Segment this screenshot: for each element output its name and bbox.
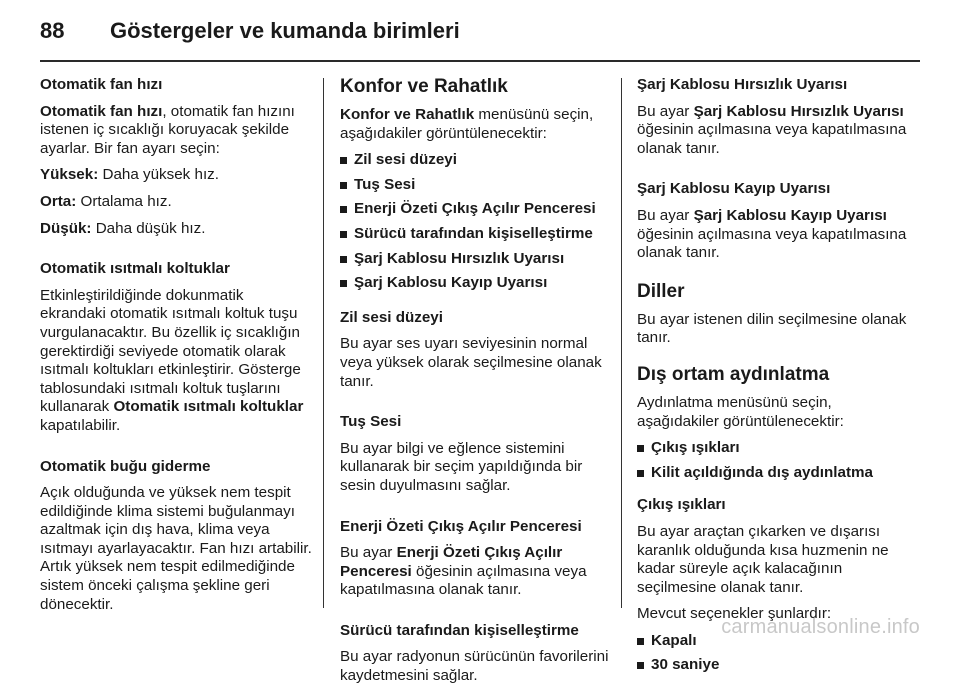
energy-summary-paragraph: Bu ayar Enerji Özeti Çıkış Açılır Penceresi öğesinin açılmasına veya kapatılmasına olanak tanır. <box>340 544 587 599</box>
fan-medium-option: Orta: Ortalama hız. <box>40 192 172 210</box>
chime-volume-paragraph: Bu ayar ses uyarı seviyesinin normal veya yüksek olarak seçilmesine olanak tanır. <box>340 335 602 390</box>
fan-speed-paragraph: Otomatik fan hızı, otomatik fan hızını istenen iç sıcaklığı koruyacak şekilde ayarlar. Bir fan ayarı seçin: <box>40 102 295 157</box>
fan-high-option: Yüksek: Daha yüksek hız. <box>40 166 219 184</box>
exterior-lighting-list <box>637 439 909 482</box>
energy-summary-heading: Enerji Özeti Çıkış Açılır Penceresi <box>340 517 582 535</box>
heated-seats-heading: Otomatik ısıtmalı koltuklar <box>40 260 230 278</box>
header-rule <box>40 60 920 62</box>
list-item: Zil sesi düzeyi <box>340 151 612 170</box>
languages-title: Diller <box>637 280 685 302</box>
heated-seats-paragraph: Etkinleştirildiğinde dokunmatik ekrandaki otomatik ısıtmalı koltuk tuşu vurgulanacaktır. Bu özellik iç sıcaklığın gerektirdiği seviyede otomatik olarak ısıtmalı koltukları etkinleştirir. Gösterge tablosundaki ısıtmalı koltuk tuşlarını kullanarak Otomatik ısıtmalı koltuklar kapatılabilir. <box>40 286 304 434</box>
options-paragraph: Mevcut seçenekler şunlardır: <box>637 605 832 623</box>
key-sound-paragraph: Bu ayar bilgi ve eğlence sistemini kullanarak bir seçim yapıldığında bir sesin duyulmasını sağlar. <box>340 439 583 494</box>
page-header <box>40 18 460 44</box>
defog-heading: Otomatik buğu giderme <box>40 457 211 475</box>
comfort-intro-paragraph: Konfor ve Rahatlık menüsünü seçin, aşağıdakiler görüntülenecektir: <box>340 106 594 142</box>
comfort-section-title: Konfor ve Rahatlık <box>340 76 508 97</box>
column-2 <box>340 76 612 694</box>
page-number: 88 <box>40 18 65 43</box>
list-item: 30 saniye <box>637 656 909 675</box>
exterior-lighting-paragraph: Aydınlatma menüsünü seçin, aşağıdakiler görüntülenecektir: <box>637 393 844 430</box>
watermark: carmanualsonline.info <box>721 616 920 638</box>
list-item: Şarj Kablosu Kayıp Uyarısı <box>340 274 612 293</box>
driver-personalization-heading: Sürücü tarafından kişiselleştirme <box>340 621 579 639</box>
languages-paragraph: Bu ayar istenen dilin seçilmesine olanak tanır. <box>637 310 907 347</box>
cable-theft-paragraph: Bu ayar Şarj Kablosu Hırsızlık Uyarısı öğesinin açılmasına veya kapatılmasına olanak tanır. <box>637 102 907 157</box>
driver-personalization-paragraph: Bu ayar radyonun sürücünün favorilerini kaydetmesini sağlar. <box>340 648 609 685</box>
chime-volume-heading: Zil sesi düzeyi <box>340 308 443 326</box>
column-divider-1 <box>323 78 324 608</box>
list-item: Kapalı <box>637 632 909 651</box>
list-item: Çıkış ışıkları <box>637 439 909 458</box>
defog-paragraph: Açık olduğunda ve yüksek nem tespit edildiğinde klima sistemi buğulanmayı azaltmak için dış hava, klima veya ısıtmayı ayarlayacaktır. Fan hızı artabilir. Artık yüksek nem tespit edilmediğinde sistem önceki çalışma şekline geri dönecektir. <box>40 484 312 613</box>
cable-loss-heading: Şarj Kablosu Kayıp Uyarısı <box>637 180 831 198</box>
list-item: Şarj Kablosu Hırsızlık Uyarısı <box>340 250 612 269</box>
list-item: Kilit açıldığında dış aydınlatma <box>637 464 909 483</box>
exit-lighting-paragraph: Bu ayar araçtan çıkarken ve dışarısı karanlık olduğunda kısa huzmenin ne kadar süreyle açık kalacağının seçilmesine olanak tanır. <box>637 522 889 596</box>
exit-lighting-heading: Çıkış ışıkları <box>637 496 726 514</box>
exterior-lighting-title: Dış ortam aydınlatma <box>637 363 830 385</box>
list-item: Sürücü tarafından kişiselleştirme <box>340 225 612 244</box>
fan-speed-heading: Otomatik fan hızı <box>40 76 163 93</box>
list-item: Enerji Özeti Çıkış Açılır Penceresi <box>340 200 612 219</box>
list-item: Tuş Sesi <box>340 176 612 195</box>
comfort-menu-list <box>340 151 612 293</box>
cable-loss-paragraph: Bu ayar Şarj Kablosu Kayıp Uyarısı öğesinin açılmasına veya kapatılmasına olanak tanır. <box>637 206 907 262</box>
column-1 <box>40 76 312 622</box>
key-sound-heading: Tuş Sesi <box>340 413 402 431</box>
column-divider-2 <box>621 78 622 608</box>
cable-theft-heading: Şarj Kablosu Hırsızlık Uyarısı <box>637 76 848 93</box>
fan-low-option: Düşük: Daha düşük hız. <box>40 219 206 237</box>
page-title: Göstergeler ve kumanda birimleri <box>110 18 460 43</box>
column-3 <box>637 76 909 683</box>
